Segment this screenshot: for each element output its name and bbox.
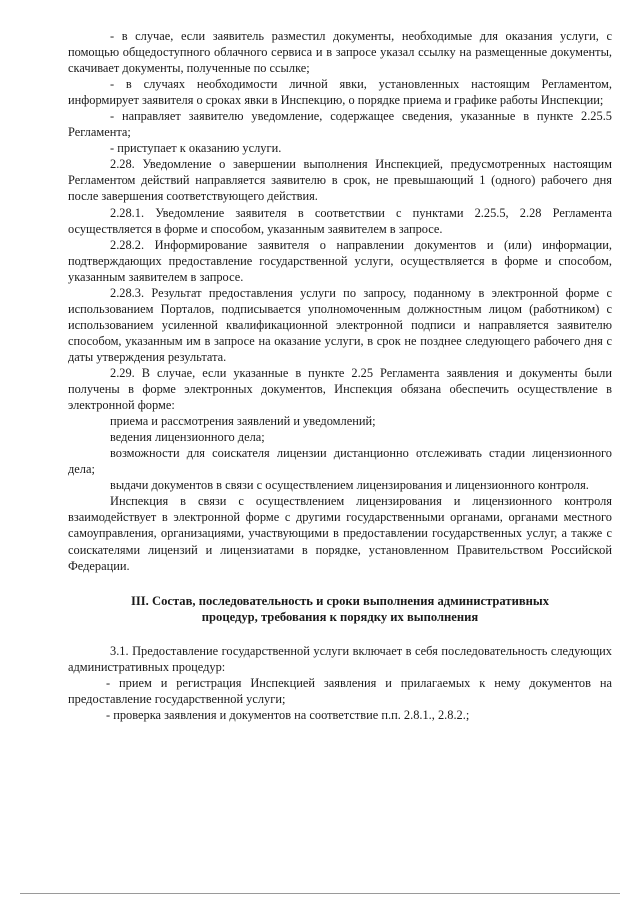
section-heading-line-2: процедур, требования к порядку их выполнения — [201, 609, 479, 624]
paragraph-interaction: Инспекция в связи с осуществлением лицензирования и лицензионного контроля взаимодействует в электронной форме с другими государственными органами, органами местного самоуправления, организациями, участвующими в предоставлении государственных услуг, а также с соискателями лицензий и лицензиатами в порядке, установленном Правительством Российской Федерации. — [68, 494, 612, 573]
paragraph-personal-visit: - в случаях необходимости личной явки, установленных настоящим Регламентом, информирует заявителя о сроках явки в Инспекцию, о порядке приема и графике работы Инспекции; — [68, 77, 612, 108]
paragraph-2-29: 2.29. В случае, если указанные в пункте 2.25 Регламента заявления и документы были получены в форме электронных документов, Инспекция обязана обеспечить осуществление в электронной форме: — [68, 365, 612, 413]
paragraph-cloud-service: - в случае, если заявитель разместил документы, необходимые для оказания услуги, с помощью общедоступного облачного сервиса и в запросе указал ссылку на размещенные документы, скачивает документы, полученные по ссылке; — [68, 29, 612, 76]
section-heading — [76, 593, 604, 625]
list-item-applications: приема и рассмотрения заявлений и уведомлений; — [110, 414, 376, 429]
paragraph-3-1: 3.1. Предоставление государственной услуги включает в себя последовательность следующих административных процедур: — [68, 643, 612, 674]
paragraph-2-28-1: 2.28.1. Уведомление заявителя в соответствии с пунктами 2.25.5, 2.28 Регламента осуществляется в форме и способом, указанным заявителем в запросе. — [68, 205, 612, 236]
list-item-verification: - проверка заявления и документов на соответствие п.п. 2.8.1., 2.8.2.; — [106, 707, 470, 722]
paragraph-2-28-3: 2.28.3. Результат предоставления услуги по запросу, поданному в электронной форме с использованием Порталов, подписывается уполномоченным должностным лицом (работником) с использованием усиленной квалификационной электронной подписи и направляется заявителю способом, указанным им в запросе на оказание услуги, в срок не позднее следующего рабочего дня с даты утверждения результата. — [68, 285, 612, 364]
paragraph-2-28-2: 2.28.2. Информирование заявителя о направлении документов и (или) информации, подтверждающих предоставление государственной услуги, осуществляется в форме и способом, указанным заявителем в запросе. — [68, 237, 612, 284]
paragraph-send-notice: - направляет заявителю уведомление, содержащее сведения, указанные в пункте 2.25.5 Регламента; — [68, 109, 612, 140]
list-item-tracking: возможности для соискателя лицензии дистанционно отслеживать стадии лицензионного дела; — [68, 446, 612, 477]
list-item-reception: - прием и регистрация Инспекцией заявления и прилагаемых к нему документов на предоставление государственной услуги; — [68, 675, 612, 706]
section-heading-line-1: III. Состав, последовательность и сроки выполнения административных — [130, 593, 550, 608]
list-item-documents: выдачи документов в связи с осуществлением лицензирования и лицензионного контроля. — [110, 478, 589, 493]
page-bottom-rule — [20, 893, 620, 894]
paragraph-2-28: 2.28. Уведомление о завершении выполнения Инспекцией, предусмотренных настоящим Регламентом действий направляется заявителю в срок, не превышающий 1 (одного) рабочего дня после завершения соответствующего действия. — [68, 157, 612, 204]
paragraph-start-service: - приступает к оказанию услуги. — [110, 141, 282, 156]
document-body — [68, 28, 612, 723]
list-item-license-file: ведения лицензионного дела; — [110, 430, 265, 445]
